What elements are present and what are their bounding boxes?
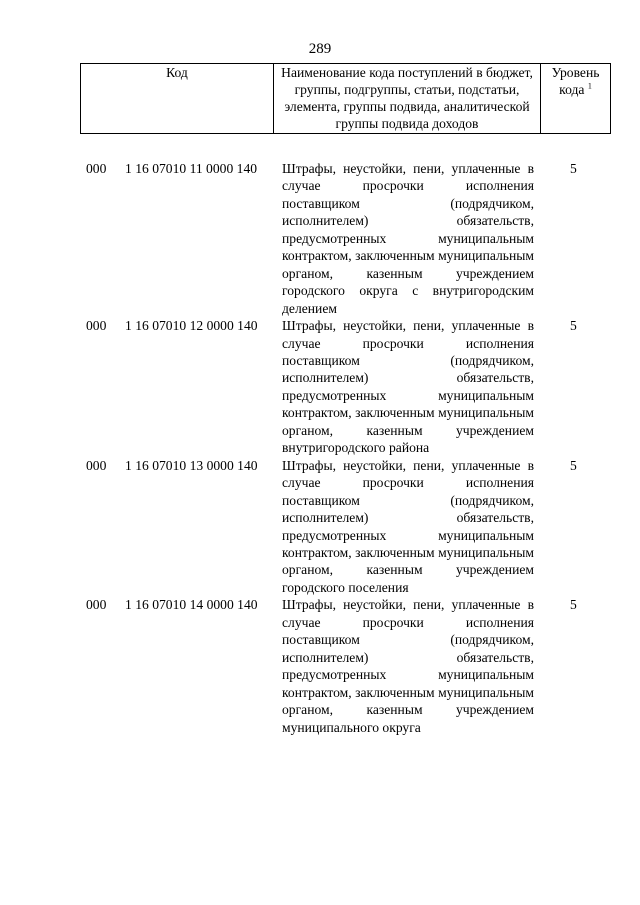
table-body bbox=[80, 160, 610, 736]
header-code-cell bbox=[81, 64, 274, 134]
row-revenue-code: 1 16 07010 12 0000 140 bbox=[125, 318, 258, 334]
header-code-label: Код bbox=[166, 65, 188, 80]
row-name: Штрафы, неустойки, пени, уплаченные в случае просрочки исполнения поставщиком (подрядчиком, исполнителем) обязательств, предусмотренных муниципальным контрактом, заключенным муниципальным органом, казенным учреждением внутригородского района bbox=[282, 318, 534, 456]
table-row bbox=[80, 457, 610, 597]
header-name-label: Наименование кода поступлений в бюджет, группы, подгруппы, статьи, подстатьи, элемента, группы подвида, аналитической группы подвида доходов bbox=[281, 65, 533, 131]
row-level: 5 bbox=[570, 457, 577, 473]
table-row bbox=[80, 317, 610, 457]
header-row bbox=[81, 64, 611, 134]
page-number: 289 bbox=[308, 41, 332, 57]
row-level: 5 bbox=[570, 318, 577, 334]
table-row bbox=[80, 596, 610, 736]
header-level-cell bbox=[541, 64, 611, 134]
row-admin-code: 000 bbox=[86, 457, 107, 473]
row-name: Штрафы, неустойки, пени, уплаченные в случае просрочки исполнения поставщиком (подрядчиком, исполнителем) обязательств, предусмотренных муниципальным контрактом, заключенным муниципальным органом, казенным учреждением городского поселения bbox=[282, 457, 534, 595]
footnote-marker: 1 bbox=[587, 81, 592, 91]
header-name-cell bbox=[274, 64, 541, 134]
row-admin-code: 000 bbox=[86, 318, 107, 334]
table-row bbox=[80, 160, 610, 317]
row-revenue-code: 1 16 07010 14 0000 140 bbox=[125, 597, 258, 613]
header-level-label: Уровень кода bbox=[551, 65, 600, 97]
row-level: 5 bbox=[570, 161, 577, 176]
row-level: 5 bbox=[570, 597, 577, 613]
row-admin-code: 000 bbox=[86, 161, 107, 176]
row-name: Штрафы, неустойки, пени, уплаченные в случае просрочки исполнения поставщиком (подрядчиком, исполнителем) обязательств, предусмотренных муниципальным контрактом, заключенным муниципальным органом, казенным учреждением городского округа с внутригородским делением bbox=[282, 161, 534, 316]
row-revenue-code: 1 16 07010 13 0000 140 bbox=[125, 457, 258, 473]
row-admin-code: 000 bbox=[86, 597, 107, 613]
row-name: Штрафы, неустойки, пени, уплаченные в случае просрочки исполнения поставщиком (подрядчиком, исполнителем) обязательств, предусмотренных муниципальным контрактом, заключенным муниципальным органом, казенным учреждением муниципального округа bbox=[282, 597, 534, 735]
row-revenue-code: 1 16 07010 11 0000 140 bbox=[125, 161, 258, 176]
table-header bbox=[80, 63, 611, 134]
